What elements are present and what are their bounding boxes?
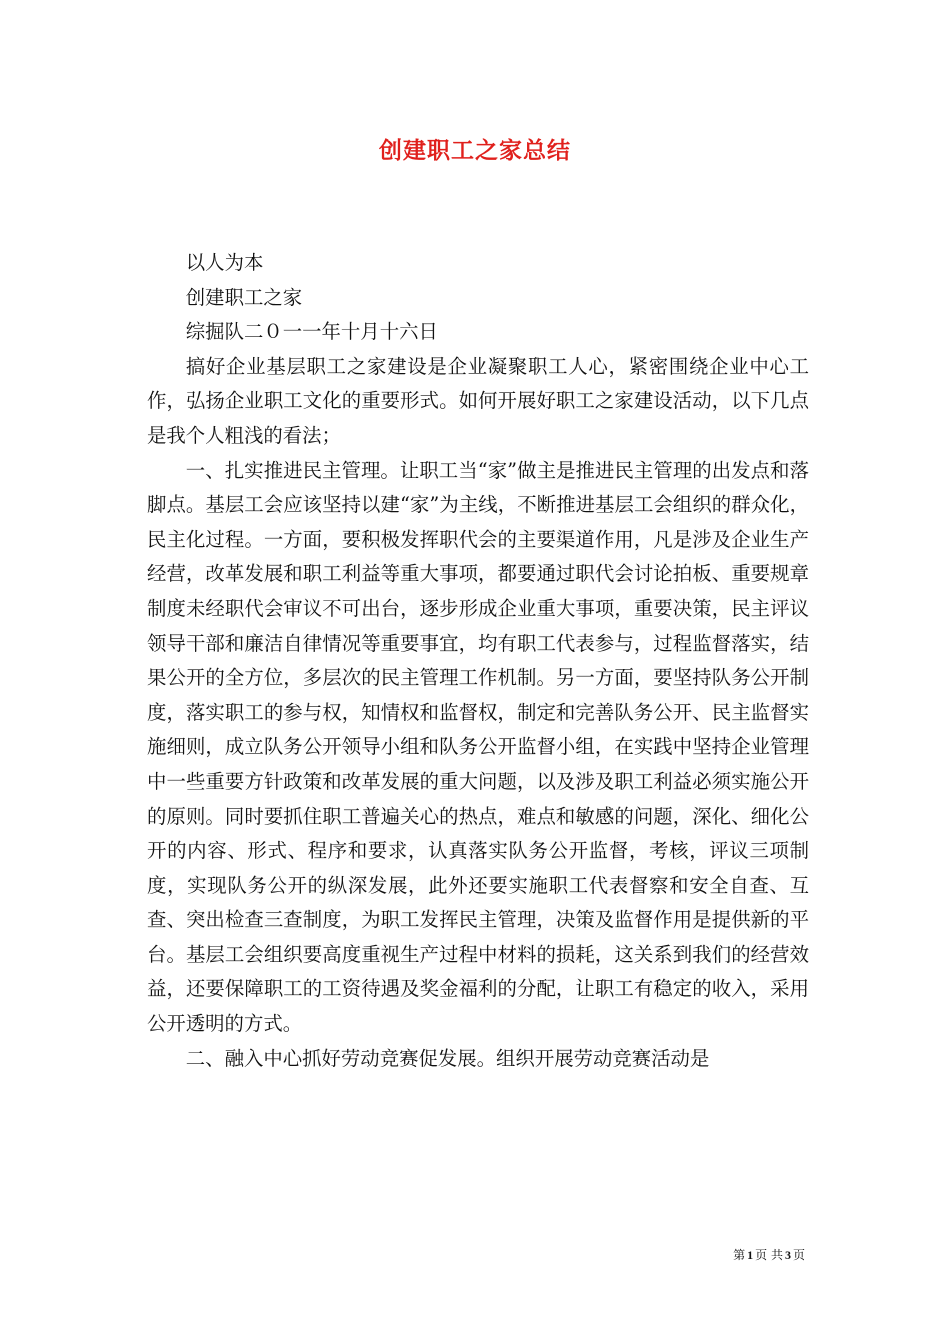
paragraph-subtitle-1: 以人为本 [185, 251, 264, 274]
footer-prefix: 第 [733, 1248, 746, 1262]
page-footer [733, 1246, 805, 1263]
document-title: 创建职工之家总结 [379, 137, 571, 164]
document-body [147, 246, 809, 1076]
footer-total-pages: 3 [784, 1248, 791, 1262]
paragraph-intro: 搞好企业基层职工之家建设是企业凝聚职工人心，紧密围绕企业中心工作，弘扬企业职工文化的重要形式。如何开展好职工之家建设活动，以下几点是我个人粗浅的看法； [147, 354, 809, 447]
paragraph-subtitle-2: 创建职工之家 [185, 285, 303, 309]
footer-middle: 页 共 [755, 1248, 783, 1262]
paragraph-section-2: 二、融入中心抓好劳动竞赛促发展。组织开展劳动竞赛活动是 [185, 1046, 710, 1070]
footer-suffix: 页 [792, 1248, 805, 1262]
paragraph-section-1: 一、扎实推进民主管理。让职工当“家”做主是推进民主管理的出发点和落脚点。基层工会应该坚持以建“家”为主线，不断推进基层工会组织的群众化，民主化过程。一方面，要积极发挥职代会的主要渠道作用，凡是涉及企业生产经营，改革发展和职工利益等重大事项，都要通过职代会讨论拍板、重要规章制度未经职代会审议不可出台，逐步形成企业重大事项，重要决策，民主评议领导干部和廉洁自律情况等重要事宜，均有职工代表参与，过程监督落实，结果公开的全方位，多层次的民主管理工作机制。另一方面，要坚持队务公开制度，落实职工的参与权，知情权和监督权，制定和完善队务公开、民主监督实施细则，成立队务公开领导小组和队务公开监督小组，在实践中坚持企业管理中一些重要方针政策和改革发展的重大问题，以及涉及职工利益必须实施公开的原则。同时要抓住职工普遍关心的热点，难点和敏感的问题，深化、细化公开的内容、形式、程序和要求，认真落实队务公开监督，考核，评议三项制度，实现队务公开的纵深发展，此外还要实施职工代表督察和安全自查、互查、突出检查三查制度，为职工发挥民主管理，决策及监督作用是提供新的平台。基层工会组织要高度重视生产过程中材料的损耗，这关系到我们的经营效益，还要保障职工的工资待遇及奖金福利的分配，让职工有稳定的收入，采用公开透明的方式。 [147, 458, 809, 1036]
footer-current-page: 1 [747, 1248, 754, 1262]
paragraph-date: 综掘队二０一一年十月十六日 [185, 320, 438, 344]
